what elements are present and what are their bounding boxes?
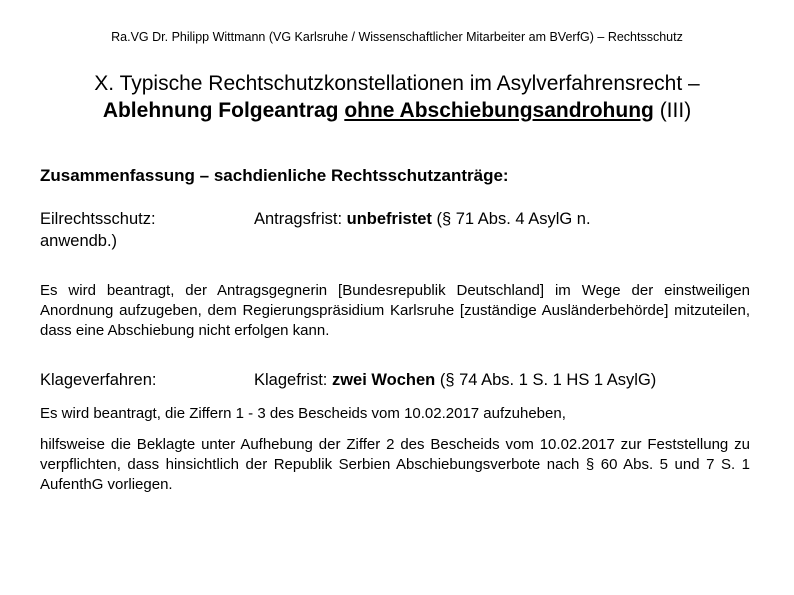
klage-antrag-paragraph-1: Es wird beantragt, die Ziffern 1 - 3 des Bescheids vom 10.02.2017 aufzuheben, (40, 405, 566, 422)
eil-frist-prefix: Antragsfrist: (254, 210, 347, 228)
summary-heading: Zusammenfassung – sachdienliche Rechtsschutzanträge: (40, 166, 509, 185)
slide-title (20, 70, 774, 124)
title-underlined-part: ohne Abschiebungsandrohung (344, 99, 654, 122)
eil-antrag-paragraph: Es wird beantragt, der Antragsgegnerin [Bundesrepublik Deutschland] im Wege der einstweiligen Anordnung aufzugeben, dem Regierungspräsidium Karlsruhe [zuständige Ausländerbehörde] mitzuteilen, dass eine Abschiebung nicht erfolgen kann. (40, 282, 750, 339)
eilrechtsschutz-label-line-1: Eilrechtsschutz: (40, 210, 156, 228)
title-suffix: (III) (653, 99, 692, 122)
title-bold-part: Ablehnung Folgeantrag (102, 99, 345, 122)
klage-antrag-paragraph-2: hilfsweise die Beklagte unter Aufhebung der Ziffer 2 des Bescheids vom 10.02.2017 zur Feststellung zu verpflichten, dass hinsichtlich der Republik Serbien Abschiebungsverbote nach § 60 Abs. 5 und 7 S. 1 AufenthG vorliegen. (40, 436, 750, 493)
title-line-1: X. Typische Rechtschutzkonstellationen im Asylverfahrensrecht – (94, 72, 700, 95)
klageverfahren-frist (254, 369, 656, 391)
eil-frist-suffix: (§ 71 Abs. 4 AsylG n. (431, 210, 591, 228)
eilrechtsschutz-frist (254, 208, 591, 230)
klage-frist-suffix: (§ 74 Abs. 1 S. 1 HS 1 AsylG) (435, 371, 657, 389)
slide-header: Ra.VG Dr. Philipp Wittmann (VG Karlsruhe / Wissenschaftlicher Mitarbeiter am BVerfG) – Rechtsschutz (111, 30, 683, 44)
eil-frist-bold: unbefristet (346, 210, 432, 228)
title-line-2 (20, 97, 774, 124)
klage-frist-bold: zwei Wochen (331, 371, 436, 389)
eilrechtsschutz-label-line-2: anwendb.) (40, 232, 118, 250)
klage-frist-prefix: Klagefrist: (254, 371, 332, 389)
eilrechtsschutz-label (40, 208, 156, 252)
klageverfahren-label: Klageverfahren: (40, 371, 157, 389)
